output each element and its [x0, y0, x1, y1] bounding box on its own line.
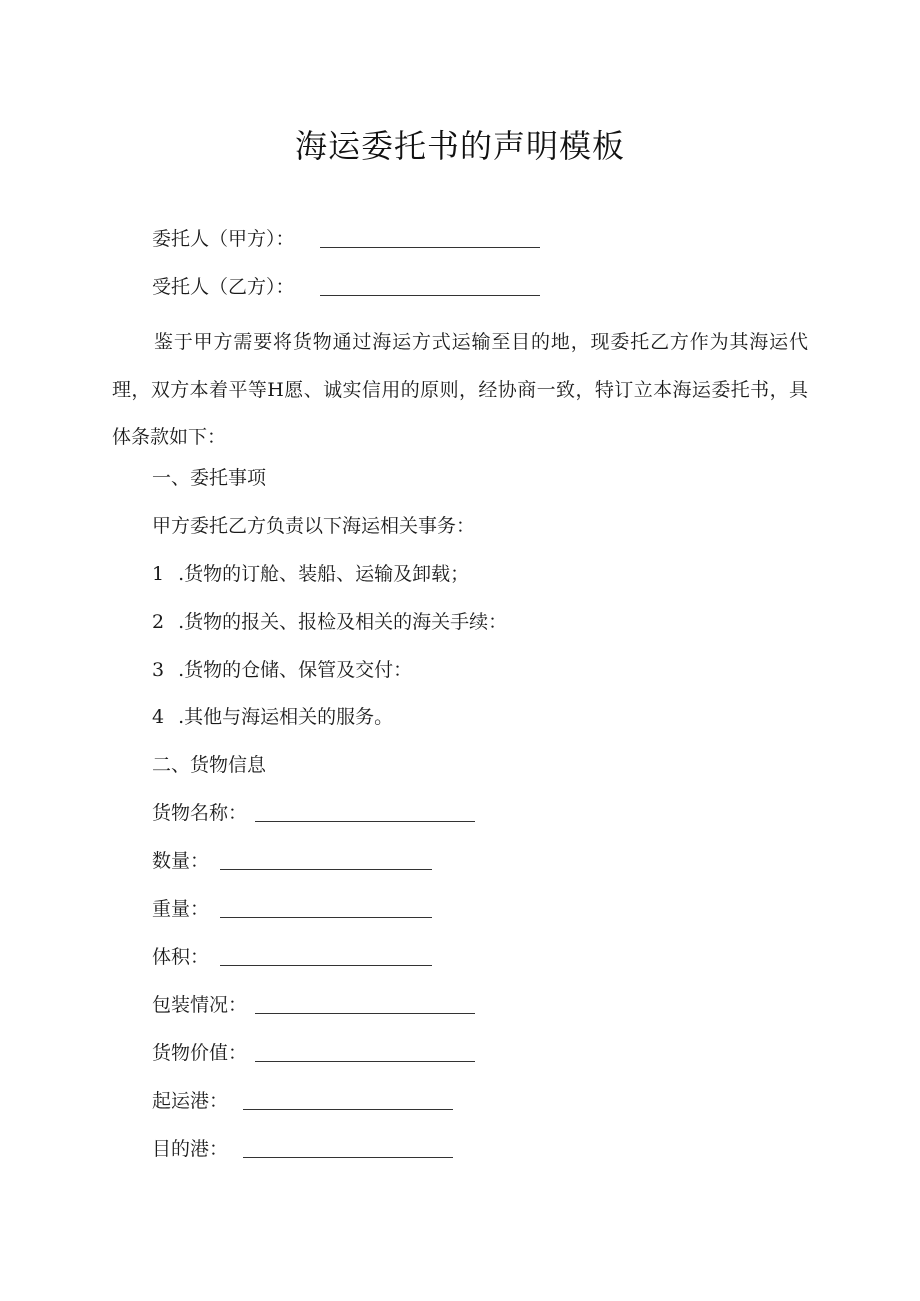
list-item-text: .其他与海运相关的服务。	[178, 706, 394, 728]
list-item-number: 2	[152, 611, 165, 633]
list-item	[152, 703, 393, 731]
list-item-text: .货物的仓储、保管及交付：	[178, 659, 413, 681]
field-label-weight: 重量：	[152, 898, 210, 920]
section1-heading: 一、委托事项	[152, 467, 267, 489]
port-of-loading-blank-field[interactable]	[243, 1109, 453, 1110]
field-label-volume: 体积：	[152, 946, 210, 968]
document-title: 海运委托书的声明模板	[294, 127, 625, 165]
list-item-number: 1	[152, 563, 165, 585]
list-item-text: .货物的报关、报检及相关的海关手续：	[178, 611, 508, 633]
client-blank-field[interactable]	[320, 247, 540, 248]
agent-blank-field[interactable]	[320, 295, 540, 296]
section1-lead: 甲方委托乙方负责以下海运相关事务：	[152, 515, 476, 537]
goods-value-blank-field[interactable]	[255, 1061, 475, 1062]
field-label-goods-name: 货物名称：	[152, 802, 248, 824]
volume-blank-field[interactable]	[220, 965, 432, 966]
agent-label: 受托人（乙方）：	[152, 276, 295, 298]
weight-blank-field[interactable]	[220, 917, 432, 918]
list-item	[152, 656, 412, 684]
field-label-port-of-loading: 起运港：	[152, 1090, 229, 1112]
list-item	[152, 560, 469, 588]
list-item-number: 3	[152, 659, 165, 681]
goods-name-blank-field[interactable]	[255, 821, 475, 822]
intro-paragraph: 鉴于甲方需要将货物通过海运方式运输至目的地，现委托乙方作为其海运代理，双方本着平等H愿、诚实信用的原则，经协商一致，特订立本海运委托书，具体条款如下：	[112, 331, 808, 448]
list-item-number: 4	[152, 706, 165, 728]
section2-heading: 二、货物信息	[152, 754, 267, 776]
packaging-blank-field[interactable]	[255, 1013, 475, 1014]
list-item	[152, 608, 507, 636]
quantity-blank-field[interactable]	[220, 869, 432, 870]
field-label-quantity: 数量：	[152, 850, 210, 872]
field-label-goods-value: 货物价值：	[152, 1042, 248, 1064]
field-label-packaging: 包装情况：	[152, 994, 248, 1016]
list-item-text: .货物的订舱、装船、运输及卸载；	[178, 563, 470, 585]
client-label: 委托人（甲方）：	[152, 228, 295, 250]
field-label-destination-port: 目的港：	[152, 1138, 229, 1160]
destination-port-blank-field[interactable]	[243, 1157, 453, 1158]
